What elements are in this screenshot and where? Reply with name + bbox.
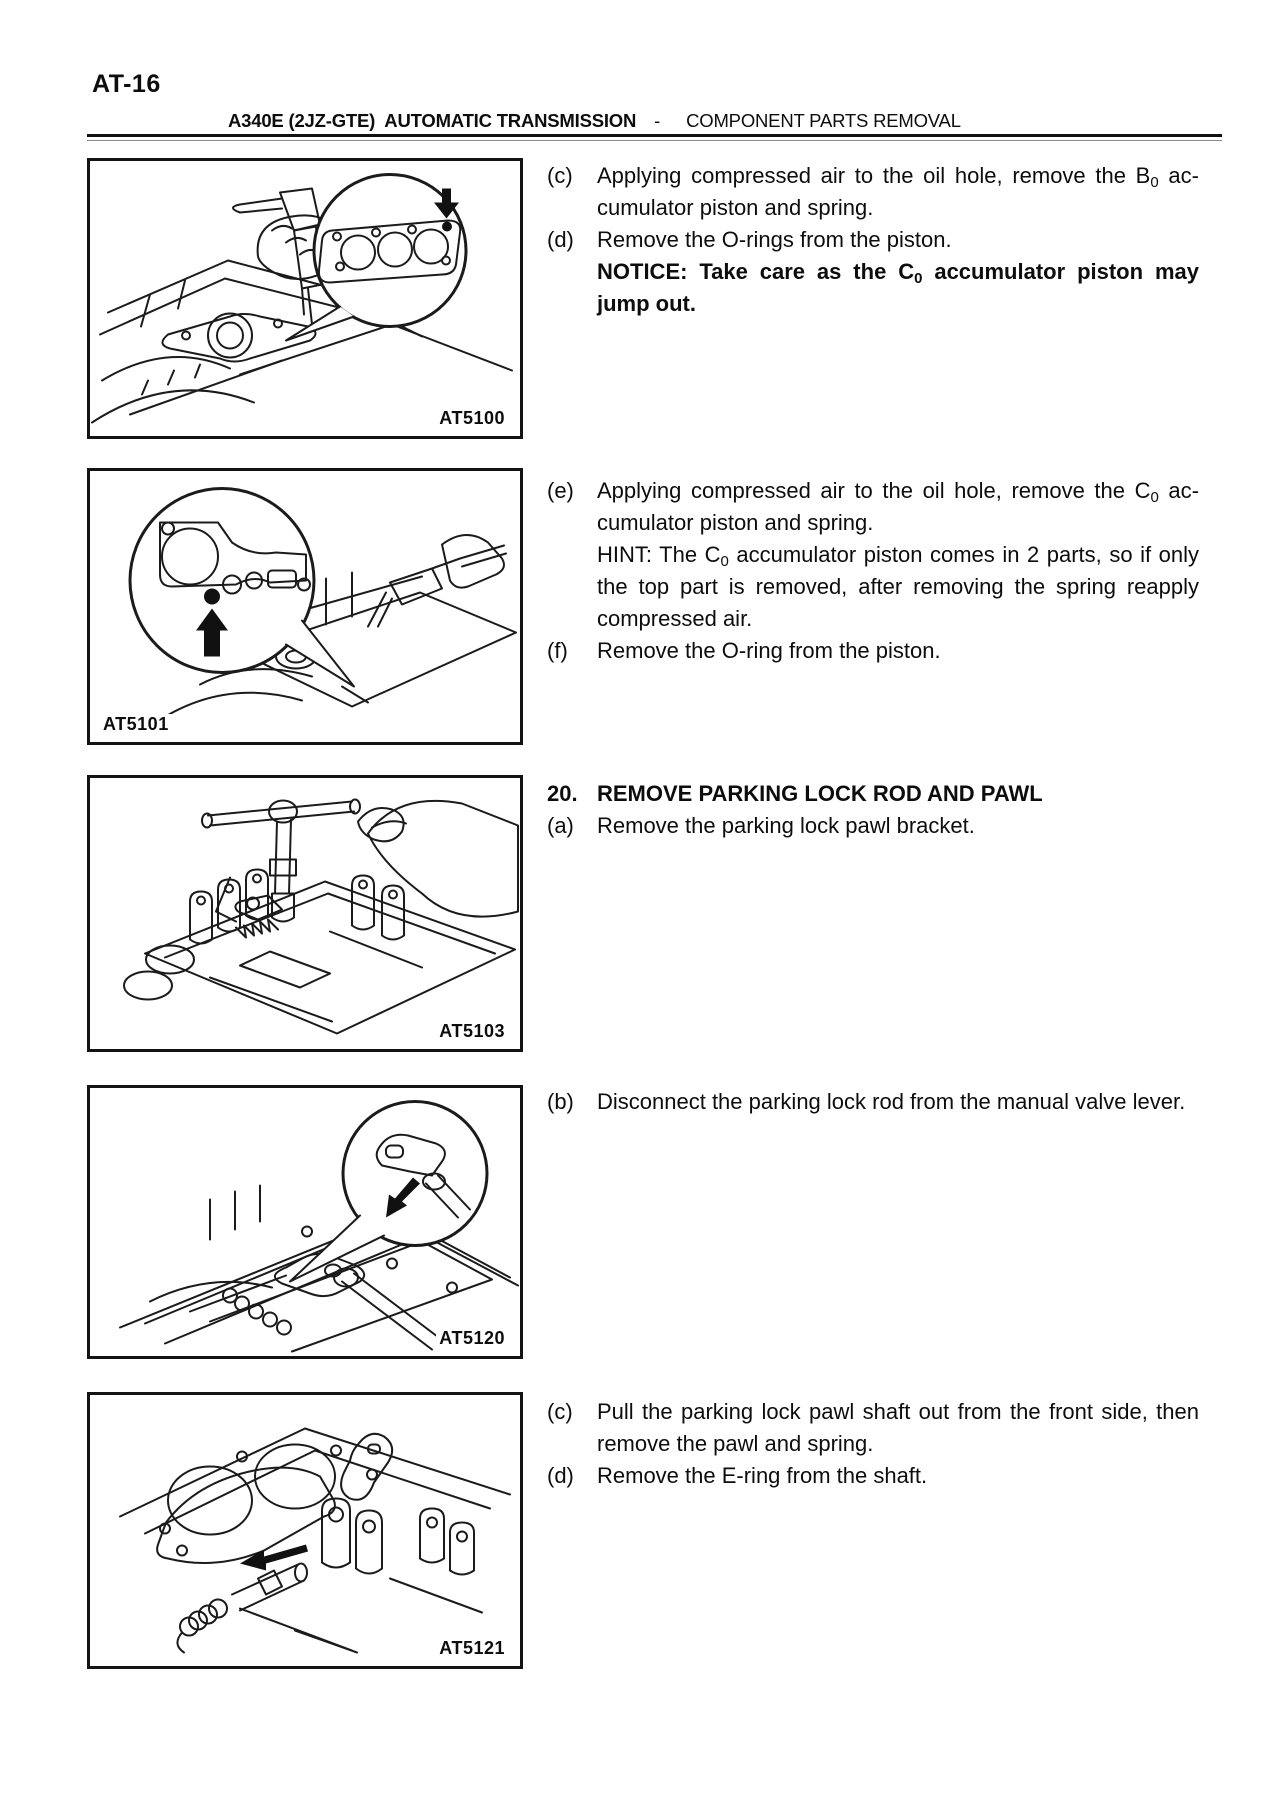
instruction-item-text: NOTICE: Take care as the $C_0$ accumulator piston may jump out. <box>597 259 1199 316</box>
instruction-item-text: Remove the O-rings from the piston. <box>597 227 952 252</box>
instruction-block-rod-disconnect <box>547 1086 1199 1118</box>
instruction-item <box>547 635 1199 667</box>
instruction-item-label: (f) <box>547 638 568 663</box>
figure-AT5100 <box>87 158 523 439</box>
instruction-item-text: Applying compressed air to the oil hole, remove the $C_0$ accumulator piston and spring. <box>597 478 1200 535</box>
air-gun-c0-accumulator-illustration <box>90 471 520 742</box>
instruction-item <box>547 1086 1199 1118</box>
pull-direction-arrow-icon <box>240 1545 308 1571</box>
instruction-item <box>547 475 1199 539</box>
air-gun-b0-accumulator-illustration <box>90 161 520 436</box>
page-number: AT-16 <box>92 70 161 98</box>
instruction-item-label: (d) <box>547 227 574 252</box>
header-model-title: A340E (2JZ-GTE) AUTOMATIC TRANSMISSION <box>228 110 637 131</box>
figure-id-label: AT5100 <box>436 408 508 429</box>
instruction-item-text: Remove the E-ring from the shaft. <box>597 1463 928 1488</box>
instruction-item <box>547 810 1199 842</box>
instruction-item <box>547 1396 1199 1460</box>
instruction-item <box>547 1460 1199 1492</box>
figure-AT5120 <box>87 1085 523 1359</box>
instruction-item-text: Pull the parking lock pawl shaft out from the front side, then remove the pawl and spring. <box>597 1399 1199 1456</box>
figure-AT5121 <box>87 1392 523 1669</box>
instruction-block-b0-accumulator <box>547 160 1199 320</box>
header-rule <box>87 134 1222 137</box>
instruction-block-pawl-shaft <box>547 1396 1199 1492</box>
instruction-block-parking-lock-heading <box>547 778 1199 842</box>
instruction-item-label: (c) <box>547 163 573 188</box>
page-header <box>228 110 961 132</box>
pawl-bracket-removal-illustration <box>90 778 520 1049</box>
instruction-item-text: Remove the O-ring from the piston. <box>597 638 941 663</box>
figure-id-label: AT5120 <box>436 1328 508 1349</box>
instruction-item-label: (a) <box>547 813 574 838</box>
figure-AT5101 <box>87 468 523 745</box>
instruction-item <box>547 160 1199 224</box>
figure-id-label: AT5103 <box>436 1021 508 1042</box>
instruction-item-label: (e) <box>547 478 574 503</box>
instruction-item-text: Disconnect the parking lock rod from the manual valve lever. <box>597 1089 1186 1114</box>
instruction-item <box>547 539 1199 635</box>
figure-id-label: AT5121 <box>436 1638 508 1659</box>
header-separator: - <box>654 110 661 131</box>
figure-AT5103 <box>87 775 523 1052</box>
parking-lock-rod-disconnect-illustration <box>90 1088 520 1356</box>
header-section-title: COMPONENT PARTS REMOVAL <box>686 110 961 131</box>
instruction-item-text: Applying compressed air to the oil hole, remove the $B_0$ accumulator piston and spring. <box>597 163 1199 220</box>
instruction-item-label: (b) <box>547 1089 574 1114</box>
instruction-item-text: REMOVE PARKING LOCK ROD AND PAWL <box>597 781 1043 806</box>
instruction-item-label: (d) <box>547 1463 574 1488</box>
instruction-item-text: HINT: The $C_0$ accumulator piston comes in 2 parts, so if only the top part is removed, after removing the spring reapply compressed air. <box>597 542 1199 631</box>
instruction-item-text: Remove the parking lock pawl bracket. <box>597 813 975 838</box>
instruction-block-c0-accumulator <box>547 475 1199 667</box>
figure-id-label: AT5101 <box>100 714 172 735</box>
header-rule-shadow <box>87 140 1222 141</box>
instruction-item-label: 20. <box>547 781 578 806</box>
instruction-item <box>547 224 1199 256</box>
instruction-item-label: (c) <box>547 1399 573 1424</box>
instruction-item <box>547 256 1199 320</box>
instruction-item <box>547 778 1199 810</box>
pawl-shaft-spring-illustration <box>90 1395 520 1666</box>
